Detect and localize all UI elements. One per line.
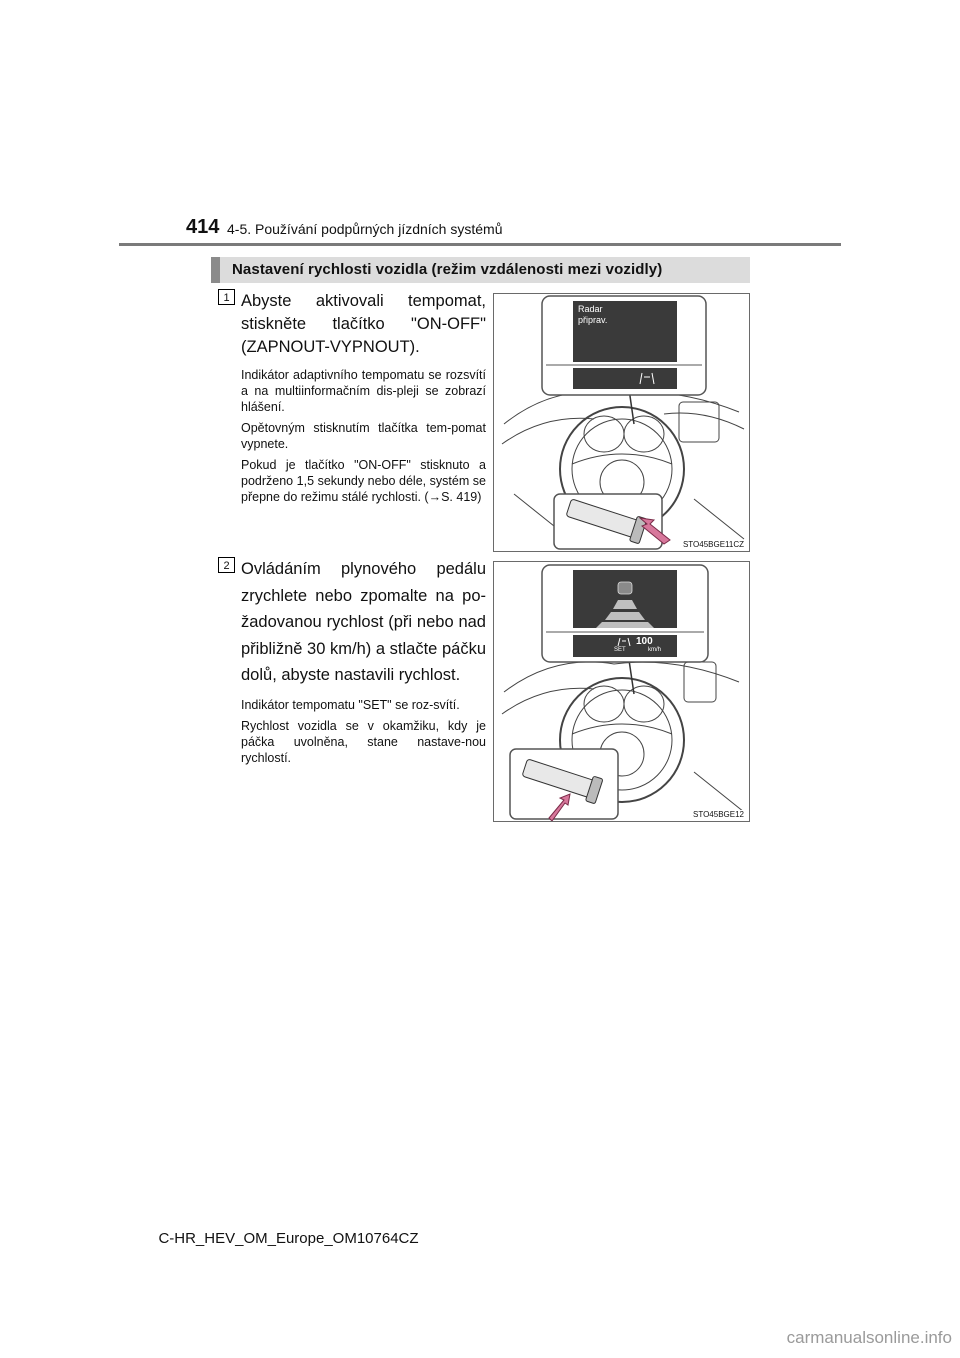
display-text-radar: Radar	[578, 304, 603, 314]
dashboard-illustration-1	[494, 294, 750, 552]
page-number: 414	[186, 216, 220, 238]
manual-code: C-HR_HEV_OM_Europe_OM10764CZ	[158, 1230, 419, 1247]
step-1-text	[241, 290, 486, 510]
display-set-label: SET	[614, 647, 626, 653]
figure-activate-cruise	[493, 293, 750, 552]
step-2-text	[241, 556, 486, 771]
dashboard-illustration-2	[494, 562, 750, 822]
step-2-badge: 2	[218, 557, 235, 573]
step-2-note-1: Indikátor tempomatu "SET" se roz-svítí.	[241, 697, 460, 712]
step-1-badge: 1	[218, 289, 235, 305]
chapter-title: 4-5. Používání podpůrných jízdních systémů	[227, 221, 503, 237]
display-speed-unit: km/h	[648, 647, 662, 653]
display-set-speed: 100	[636, 636, 653, 647]
step-1-lead: Abyste aktivovali tempomat, stiskněte tlačítko "ON-OFF" (ZAPNOUT-VYPNOUT).	[241, 292, 486, 356]
figure-2-code: STO45BGE12	[693, 810, 744, 819]
watermark: carmanualsonline.info	[786, 1328, 952, 1347]
step-2-note-2: Rychlost vozidla se v okamžiku, kdy je páčka uvolněna, stane nastave-nou rychlostí.	[241, 718, 486, 765]
figure-1-code: STO45BGE11CZ	[682, 540, 744, 549]
section-title: Nastavení rychlosti vozidla (režim vzdálenosti mezi vozidly)	[232, 261, 663, 278]
figure-set-speed	[493, 561, 750, 822]
multi-info-display-1	[573, 301, 677, 329]
step-2-lead: Ovládáním plynového pedálu zrychlete nebo zpomalte na po-žadovanou rychlost (při nebo nad přibližně 30 km/h) a stlačte páčku dolů, abyste nastavili rychlost.	[241, 560, 486, 684]
header-rule	[119, 243, 841, 246]
step-1-note-2: Opětovným stisknutím tlačítka tem-pomat vypnete.	[241, 421, 486, 451]
display-text-ready: připrav.	[578, 315, 608, 325]
section-heading	[211, 257, 750, 283]
step-1-note-3: Pokud je tlačítko "ON-OFF" stisknuto a podrženo 1,5 sekundy nebo déle, systém se přepne do režimu stálé rychlosti. (→S. 419)	[241, 458, 486, 504]
step-1-note-1: Indikátor adaptivního tempomatu se rozsvítí a na multiinformačním dis-pleji se zobrazí hlášení.	[241, 368, 486, 414]
